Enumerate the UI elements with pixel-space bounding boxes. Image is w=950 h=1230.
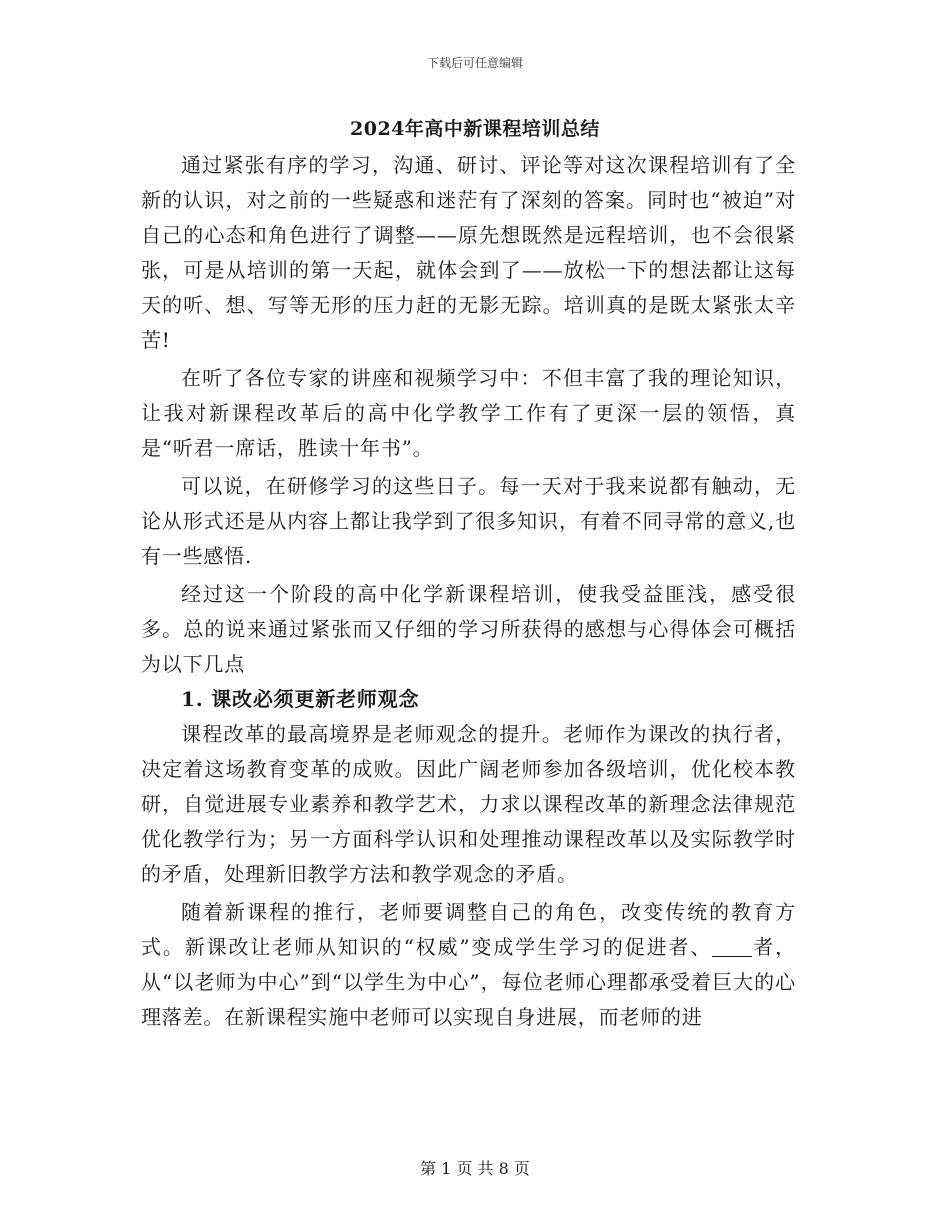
paragraph-4: 经过这一个阶段的高中化学新课程培训，使我受益匪浅，感受很多。总的说来通过紧张而又仔细的学习所获得的感想与心得体会可概括为以下几点 bbox=[141, 582, 796, 676]
paragraph-3: 可以说，在研修学习的这些日子。每一天对于我来说都有触动，无论从形式还是从内容上都让我学到了很多知识，有着不同寻常的意义,也有一些感悟. bbox=[141, 474, 796, 568]
paragraph-1: 通过紧张有序的学习，沟通、研讨、评论等对这次课程培训有了全新的认识，对之前的一些疑惑和迷茫有了深刻的答案。同时也“被迫”对自己的心态和角色进行了调整——原先想既然是远程培训，也不会很紧张，可是从培训的第一天起，就体会到了——放松一下的想法都让这每天的听、想、写等无形的压力赶的无影无踪。培训真的是既太紧张太辛苦! bbox=[141, 153, 796, 352]
paragraph-6-part-b: 者，从“以老师为中心”到“以学生为中心”，每位老师心理都承受着巨大的心理落差。在新课程实施中老师可以实现自身进展，而老师的进 bbox=[141, 935, 796, 1029]
page-number: 第 1 页 共 8 页 bbox=[420, 1159, 530, 1178]
paragraph-6-part-a: 随着新课程的推行，老师要调整自己的角色，改变传统的教育方式。新课改让老师从知识的“权威”变成学生学习的促进者、 bbox=[141, 900, 796, 959]
paragraph-5: 课程改革的最高境界是老师观念的提升。老师作为课改的执行者，决定着这场教育变革的成败。因此广阔老师参加各级培训，优化校本教研，自觉进展专业素养和教学艺术，力求以课程改革的新理念法律规范优化教学行为；另一方面科学认识和处理推动课程改革以及实际教学时的矛盾，处理新旧教学方法和教学观念的矛盾。 bbox=[141, 722, 796, 886]
paragraph-6 bbox=[141, 895, 796, 1035]
fill-in-blank bbox=[712, 936, 752, 957]
header-note: 下载后可任意编辑 bbox=[426, 56, 523, 70]
document-title: 2024年高中新课程培训总结 bbox=[350, 118, 600, 140]
document-body bbox=[141, 148, 796, 1035]
section-heading-1: 1. 课改必须更新老师观念 bbox=[181, 687, 420, 711]
paragraph-2: 在听了各位专家的讲座和视频学习中：不但丰富了我的理论知识，让我对新课程改革后的高中化学教学工作有了更深一层的领悟，真是“听君一席话，胜读十年书”。 bbox=[141, 366, 796, 460]
